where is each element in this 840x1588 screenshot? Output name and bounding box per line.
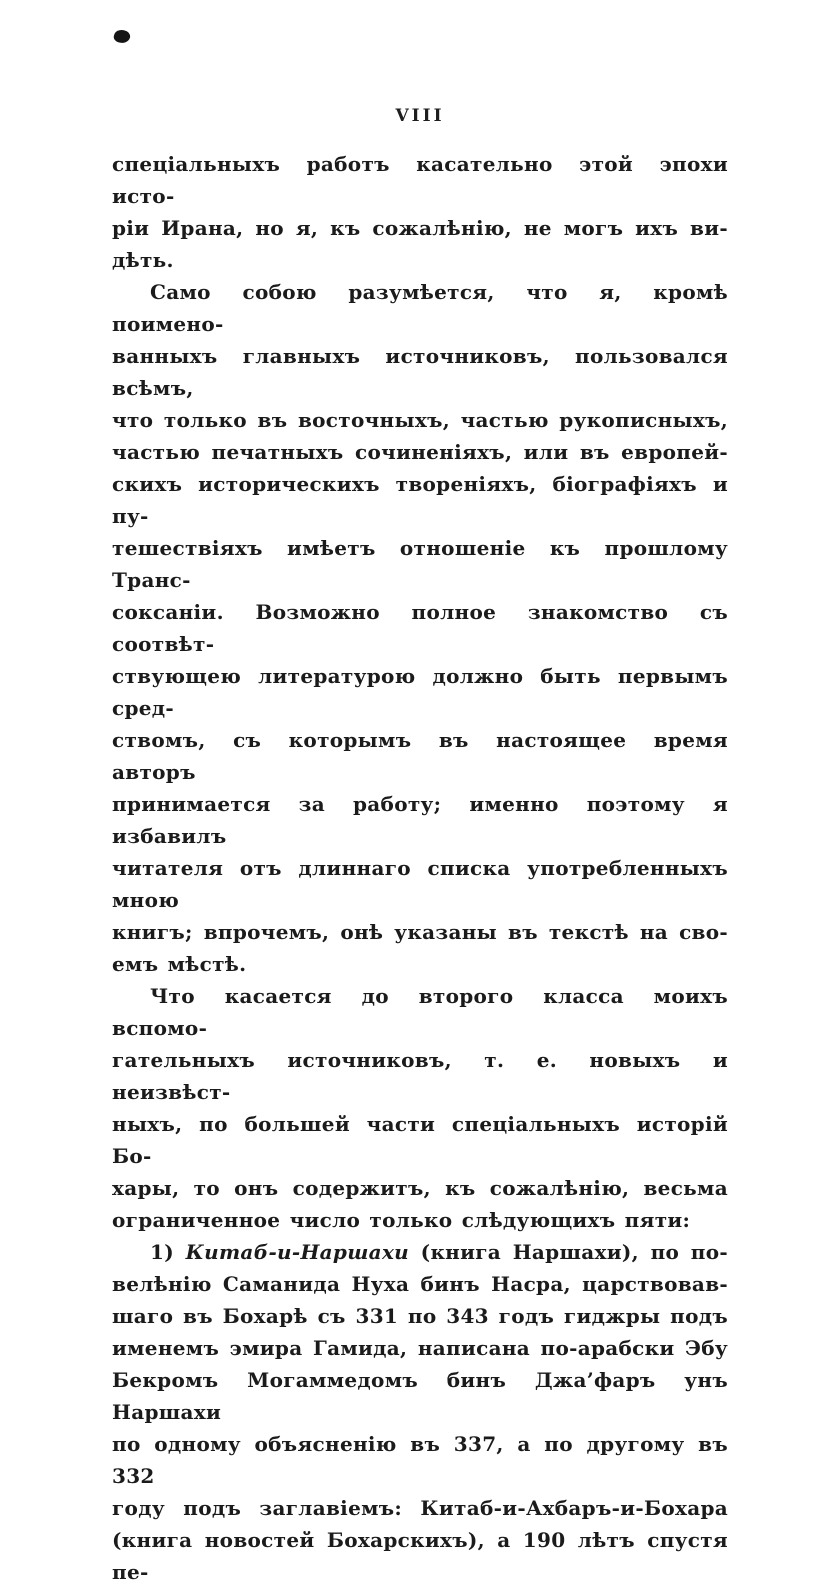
text-line: [112, 148, 728, 212]
text-line: [112, 276, 728, 340]
book-page: [112, 0, 728, 1588]
text-line: [112, 916, 728, 948]
text-segment: велѣнію Саманида Нуха бинъ Насра, царствовав-: [112, 1272, 728, 1296]
text-line: [112, 1300, 728, 1332]
text-line: [112, 532, 728, 596]
paragraph: [112, 148, 728, 276]
text-line: [112, 788, 728, 852]
text-line: [112, 1172, 728, 1204]
page-number: VIII: [395, 106, 445, 126]
text-segment: ванныхъ главныхъ источниковъ, пользовался всѣмъ,: [112, 344, 728, 400]
text-segment: емъ мѣстѣ.: [112, 952, 247, 976]
text-segment: ріи Ирана, но я, къ сожалѣнію, не могъ ихъ ви-: [112, 216, 728, 240]
paragraph: [112, 980, 728, 1236]
text-segment: спеціальныхъ работъ касательно этой эпохи исто-: [112, 152, 728, 208]
text-line: [112, 436, 728, 468]
text-segment: (книга новостей Бохарскихъ), а 190 лѣтъ спустя пе-: [112, 1528, 728, 1584]
text-segment: тешествіяхъ имѣетъ отношеніе къ прошлому Транс-: [112, 536, 728, 592]
text-line: [112, 340, 728, 404]
text-segment: шаго въ Бохарѣ съ 331 по 343 годъ гиджры подъ: [112, 1304, 728, 1328]
text-line: [112, 1364, 728, 1428]
text-segment: соксаніи. Возможно полное знакомство съ соотвѣт-: [112, 600, 728, 656]
text-line: [112, 980, 728, 1044]
text-segment: ограниченное число только слѣдующихъ пяти:: [112, 1208, 691, 1232]
text-line: [112, 1044, 728, 1108]
text-line: [112, 1524, 728, 1588]
text-segment: ныхъ, по большей части спеціальныхъ исторій Бо-: [112, 1112, 728, 1168]
text-segment: 1): [150, 1240, 186, 1264]
text-segment: скихъ историческихъ твореніяхъ, біографіяхъ и пу-: [112, 472, 728, 528]
italic-title-text: Китаб-и-Наршахи: [185, 1240, 410, 1264]
body-text-block: [112, 148, 728, 1588]
text-segment: дѣть.: [112, 248, 174, 272]
text-line: [112, 596, 728, 660]
text-line: [112, 852, 728, 916]
text-segment: Что касается до второго класса моихъ вспомо-: [112, 984, 728, 1040]
text-segment: частью печатныхъ сочиненіяхъ, или въ европей-: [112, 440, 728, 464]
text-segment: что только въ восточныхъ, частью рукописныхъ,: [112, 408, 728, 432]
text-segment: (книга Наршахи), по по-: [409, 1240, 728, 1264]
text-segment: книгъ; впрочемъ, онѣ указаны въ текстѣ на сво-: [112, 920, 728, 944]
text-segment: принимается за работу; именно поэтому я избавилъ: [112, 792, 728, 848]
text-segment: ствомъ, съ которымъ въ настоящее время авторъ: [112, 728, 728, 784]
text-line: [112, 1492, 728, 1524]
paragraph: [112, 1236, 728, 1588]
text-line: [112, 660, 728, 724]
text-segment: читателя отъ длиннаго списка употребленныхъ мною: [112, 856, 728, 912]
paragraph: [112, 276, 728, 980]
text-line: [112, 1268, 728, 1300]
text-line: [112, 724, 728, 788]
text-segment: Бекромъ Могаммедомъ бинъ Джа’фаръ унъ Наршахи: [112, 1368, 728, 1424]
text-segment: хары, то онъ содержитъ, къ сожалѣнію, весьма: [112, 1176, 728, 1200]
text-line: [112, 244, 728, 276]
text-line: [112, 1332, 728, 1364]
text-segment: Само собою разумѣется, что я, кромѣ поимено-: [112, 280, 728, 336]
text-line: [112, 1108, 728, 1172]
text-segment: году подъ заглавіемъ: Китаб-и-Ахбаръ-и-Бохара: [112, 1496, 728, 1520]
text-line: [112, 1236, 728, 1268]
text-segment: гательныхъ источниковъ, т. е. новыхъ и неизвѣст-: [112, 1048, 728, 1104]
text-line: [112, 468, 728, 532]
text-segment: ствующею литературою должно быть первымъ сред-: [112, 664, 728, 720]
text-line: [112, 212, 728, 244]
text-line: [112, 1204, 728, 1236]
text-line: [112, 948, 728, 980]
text-segment: по одному объясненію въ 337, а по другому въ 332: [112, 1432, 728, 1488]
text-line: [112, 1428, 728, 1492]
text-line: [112, 404, 728, 436]
text-segment: именемъ эмира Гамида, написана по-арабски Эбу: [112, 1336, 728, 1360]
